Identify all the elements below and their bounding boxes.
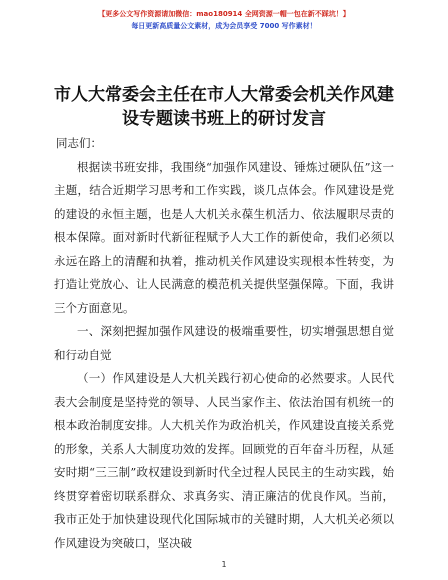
page-number: 1 [221,560,227,569]
promo-banner-line-2: 每日更新高质量公文素材，成为会员享受 7000 写作素材！ [131,22,317,30]
document-title: 市人大常委会主任在市人大常委会机关作风建设专题读书班上的研讨发言 [54,85,394,129]
promo-banner-line-1: 【更多公文写作资源请加微信：mao180914 全网资源一帽一包在新不踩坑！】 [98,10,350,18]
document-body [54,132,394,555]
paragraph-1-1: （一）作风建设是人大机关践行初心使命的必然要求。人民代表大会制度是坚持党的领导、人民当家作主、依法治国有机统一的根本政治制度安排。人大机关作为政治机关，作风建设直接关系党的形象，关系人大制度功效的发挥。回顾党的百年奋斗历程，从延安时期“三三制”政权建设到新时代全过程人民民主的生动实践，始终贯穿着密切联系群众、求真务实、清正廉洁的优良作风。当前，我市正处于加快建设现代化国际城市的关键时期，人大机关必须以作风建设为突破口，坚决破 [54,371,394,550]
greeting: 同志们： [56,136,102,150]
section-heading-1: 一、深刻把握加强作风建设的极端重要性，切实增强思想自觉和行动自觉 [54,324,394,362]
paragraph-intro: 根据读书班安排，我围绕“加强作风建设、锤炼过硬队伍”这一主题，结合近期学习思考和工作实践，谈几点体会。作风建设是党的建设的永恒主题，也是人大机关永葆生机活力、依法履职尽责的根本保障。面对新时代新征程赋予人大工作的新使命，我们必须以永远在路上的清醒和执着，推动机关作风建设实现根本性转变，为打造让党放心、让人民满意的模范机关提供坚强保障。下面，我讲三个方面意见。 [54,159,394,315]
promo-banner [0,8,448,32]
